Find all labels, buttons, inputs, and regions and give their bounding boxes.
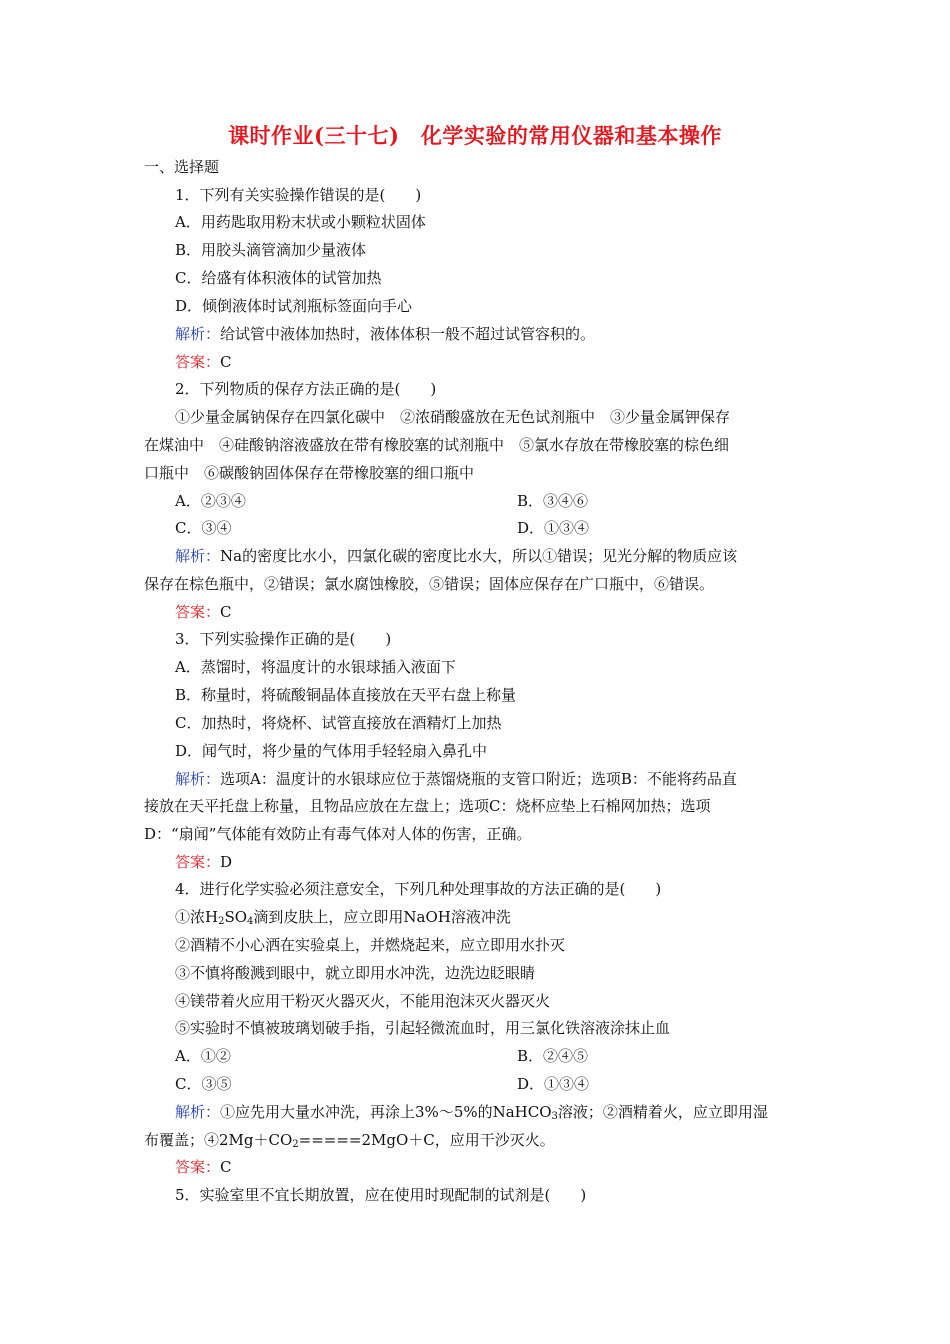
q3-analysis-text1: 选项A：温度计的水银球应位于蒸馏烧瓶的支管口附近；选项B：不能将药品直 — [220, 770, 737, 788]
q4-stem: 4．进行化学实验必须注意安全，下列几种处理事故的方法正确的是( ) — [175, 880, 662, 898]
q4-item-4: ④镁带着火应用干粉灭火器灭火，不能用泡沫灭火器灭火 — [175, 992, 551, 1010]
analysis-label: 解析： — [175, 547, 221, 565]
analysis-label: 解析： — [175, 770, 221, 788]
q2-body-line1: ①少量金属钠保存在四氯化碳中 ②浓硝酸盛放在无色试剂瓶中 ③少量金属钾保存 — [175, 408, 731, 426]
analysis-label: 解析： — [175, 1103, 221, 1121]
q4-analysis-line1 — [175, 1102, 768, 1122]
subscript: 2 — [292, 1139, 299, 1150]
section-heading: 一、选择题 — [144, 158, 220, 176]
q3-stem: 3．下列实验操作正确的是( ) — [175, 630, 392, 648]
q5-stem: 5．实验室里不宜长期放置，应在使用时现配制的试剂是( ) — [175, 1186, 587, 1204]
q3-option-c: C．加热时，将烧杯、试管直接放在酒精灯上加热 — [175, 714, 502, 732]
q4-item1-text-b: SO — [224, 908, 248, 926]
q2-analysis-text1: Na的密度比水小，四氯化碳的密度比水大，所以①错误；见光分解的物质应该 — [220, 547, 738, 565]
subscript: 3 — [551, 1111, 558, 1122]
q1-option-b: B．用胶头滴管滴加少量液体 — [175, 241, 367, 259]
q3-analysis-line2: 接放在天平托盘上称量，且物品应放在左盘上；选项C：烧杯应垫上石棉网加热；选项 — [144, 797, 711, 815]
q4-analysis-text2-a: 布覆盖；④2Mg＋CO — [144, 1131, 293, 1149]
answer-label: 答案： — [175, 853, 221, 871]
q4-item-3: ③不慎将酸溅到眼中，就立即用水冲洗，边洗边眨眼睛 — [175, 964, 536, 982]
q2-analysis-line2: 保存在棕色瓶中，②错误；氯水腐蚀橡胶，⑤错误；固体应保存在广口瓶中，⑥错误。 — [144, 575, 715, 593]
q2-answer — [175, 602, 232, 622]
q4-answer — [175, 1157, 232, 1177]
q4-analysis-line2 — [144, 1130, 555, 1150]
q4-item-2: ②酒精不小心洒在实验桌上，并燃烧起来，应立即用水扑灭 — [175, 936, 566, 954]
q4-option-c: C．③⑤ — [175, 1075, 232, 1093]
q2-analysis-line1 — [175, 546, 737, 566]
q3-option-a: A．蒸馏时，将温度计的水银球插入液面下 — [175, 658, 456, 676]
subscript: 4 — [247, 916, 254, 927]
q3-option-d: D．闻气时，将少量的气体用手轻轻扇入鼻孔中 — [175, 742, 488, 760]
q3-answer — [175, 852, 232, 872]
q1-analysis-text: 给试管中液体加热时，液体体积一般不超过试管容积的。 — [220, 325, 596, 343]
q1-answer-value: C — [220, 353, 232, 371]
q4-option-d: D．①③④ — [517, 1075, 590, 1093]
q3-analysis-line3: D：“扇闻”气体能有效防止有毒气体对人体的伤害，正确。 — [144, 825, 532, 843]
q2-stem: 2．下列物质的保存方法正确的是( ) — [175, 380, 437, 398]
q2-answer-value: C — [220, 603, 232, 621]
q4-analysis-text2-b: =====2MgO＋C，应用干沙灭火。 — [298, 1131, 555, 1149]
q2-option-c: C．③④ — [175, 519, 232, 537]
q1-option-d: D．倾倒液体时试剂瓶标签面向手心 — [175, 297, 413, 315]
q4-analysis-text1-a: ①应先用大量水冲洗，再涂上3%～5%的NaHCO — [220, 1103, 552, 1121]
q4-option-a: A．①② — [175, 1047, 231, 1065]
q4-analysis-text1-b: 溶液；②酒精着火，应立即用湿 — [557, 1103, 768, 1121]
q1-stem: 1．下列有关实验操作错误的是( ) — [175, 186, 422, 204]
q1-answer — [175, 352, 232, 372]
analysis-label: 解析： — [175, 325, 221, 343]
answer-label: 答案： — [175, 1158, 221, 1176]
q3-option-b: B．称量时，将硫酸铜晶体直接放在天平右盘上称量 — [175, 686, 517, 704]
q4-option-b: B．②④⑤ — [517, 1047, 589, 1065]
q4-item1-text-a: ①浓H — [175, 908, 219, 926]
q2-body-line3: 口瓶中 ⑥碳酸钠固体保存在带橡胶塞的细口瓶中 — [144, 464, 475, 482]
q4-item-5: ⑤实验时不慎被玻璃划破手指，引起轻微流血时，用三氯化铁溶液涂抹止血 — [175, 1019, 671, 1037]
q3-answer-value: D — [220, 853, 233, 871]
page-title: 课时作业(三十七) 化学实验的常用仪器和基本操作 — [228, 123, 722, 148]
q2-option-d: D．①③④ — [517, 519, 590, 537]
answer-label: 答案： — [175, 603, 221, 621]
q2-body-line2: 在煤油中 ④硅酸钠溶液盛放在带有橡胶塞的试剂瓶中 ⑤氯水存放在带橡胶塞的棕色细 — [144, 436, 730, 454]
q2-option-a: A．②③④ — [175, 492, 246, 510]
answer-label: 答案： — [175, 353, 221, 371]
q3-analysis-line1 — [175, 769, 737, 789]
q1-analysis — [175, 324, 595, 344]
q1-option-a: A．用药匙取用粉末状或小颗粒状固体 — [175, 213, 426, 231]
q4-item1-text-c: 滴到皮肤上，应立即用NaOH溶液冲洗 — [253, 908, 511, 926]
q4-answer-value: C — [220, 1158, 232, 1176]
q4-item-1 — [175, 907, 511, 927]
subscript: 2 — [218, 916, 225, 927]
q1-option-c: C．给盛有体积液体的试管加热 — [175, 269, 382, 287]
q2-option-b: B．③④⑥ — [517, 492, 589, 510]
